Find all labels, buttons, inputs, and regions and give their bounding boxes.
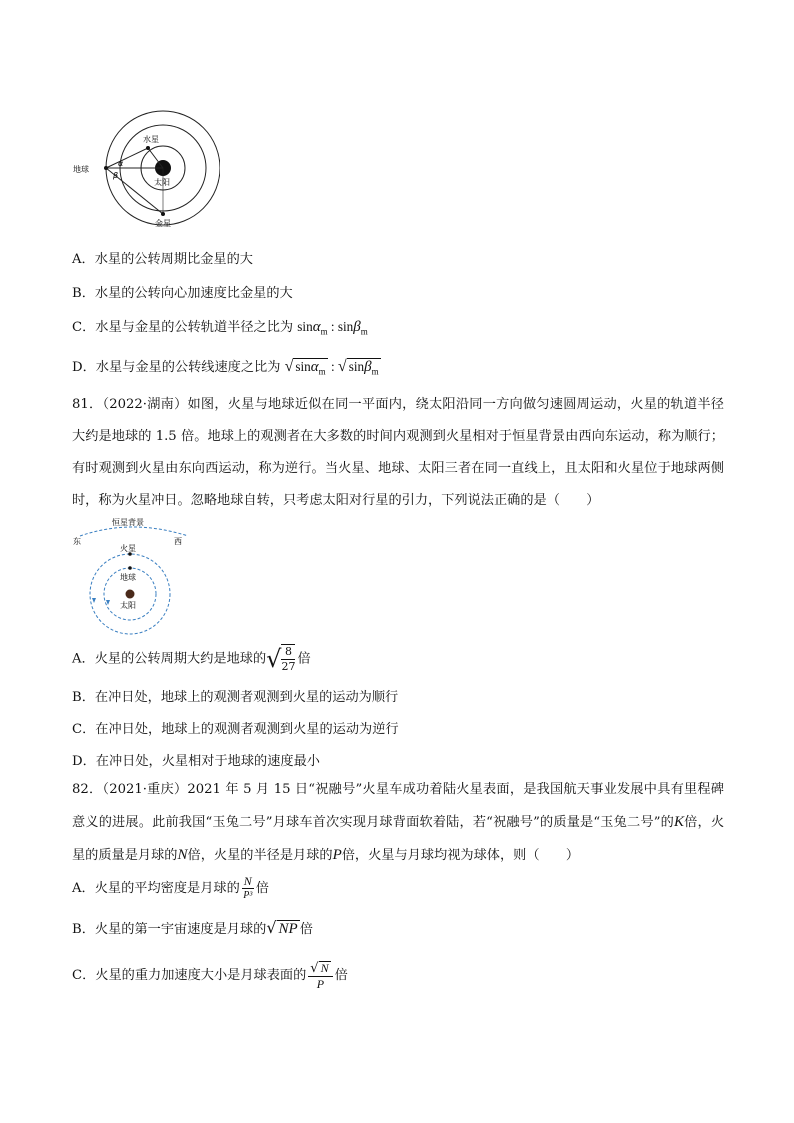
orbit-figure-mars [70, 514, 200, 636]
label-sun: 太阳 [120, 601, 136, 610]
var-p: P [332, 847, 342, 863]
q80-option-d [72, 356, 381, 380]
q80-c-formula [297, 319, 368, 337]
fraction-denominator: 27 [281, 660, 296, 673]
label-venus: 金星 [155, 219, 171, 228]
label-star-background: 恒星背景 [112, 518, 144, 527]
subscript-m: m [320, 326, 328, 337]
q82-question-text [72, 774, 724, 872]
q81-option-a-prefix: A．火星的公转周期大约是地球的 [72, 651, 267, 667]
suffix-times: 倍 [299, 922, 313, 937]
subscript-m: m [318, 366, 326, 377]
q80-option-c [72, 316, 368, 337]
orbit-figure-mercury-venus [70, 110, 220, 235]
alpha-symbol: α [310, 359, 319, 375]
q81-option-b: B．在冲日处，地球上的观测者观测到火星的运动为顺行 [72, 690, 399, 705]
sin-text: sin [337, 319, 354, 334]
q82-text-part2: 倍，火星的质量是月球的 [72, 815, 725, 863]
fraction-numerator: N [243, 874, 252, 888]
q80-d-formula: √ sinα$_m$ : √ sinβ$_m$ [285, 359, 381, 374]
suffix-times: 倍 [334, 968, 348, 983]
fraction-denominator: P [316, 976, 325, 991]
fraction-denominator: P³ [243, 890, 253, 901]
suffix-times: 倍 [255, 881, 269, 896]
colon: : [327, 359, 338, 374]
sin-text: sin [295, 359, 311, 374]
var-n: N [177, 847, 188, 863]
fraction-8-27 [281, 644, 295, 674]
q82-option-b: B．火星的第一宇宙速度是月球的√ NP 倍 [72, 918, 313, 937]
alpha-symbol: α [312, 319, 321, 335]
label-mercury: 水星 [143, 135, 159, 144]
q81-question-text: 81．（2022·湖南）如图，火星与地球近似在同一平面内，绕太阳沿同一方向做匀速圆周运动，火星的轨道半径大约是地球的 1.5 倍。地球上的观测者在大多数的时间内观测到火星相对于恒星背景由西向东运动，称为顺行；有时观测到火星由东向西运动，称为逆行。当火星、地球、太阳三者在同一直线上，且太阳和火星位于地球两侧时，称为火星冲日。忽略地球自转，只考虑太阳对行星的引力，下列说法正确的是（ ） [72, 397, 724, 508]
q82-text-part4: 倍，火星与月球均视为球体，则（ ） [341, 848, 580, 863]
q81-option-a: A．火星的公转周期大约是地球的√ $\frac{8}{27}$ 倍 [72, 645, 311, 673]
label-west: 西 [174, 537, 182, 546]
label-earth: 地球 [73, 165, 89, 174]
q80-option-b: B．水星的公转向心加速度比金星的大 [72, 286, 293, 301]
q80-option-c-prefix: C．水星与金星的公转轨道半径之比为 [72, 320, 294, 335]
var-k: K [673, 814, 684, 830]
label-mars: 火星 [120, 544, 136, 553]
sin-text: sin [297, 319, 313, 334]
q82-text-part1: 82．（2021·重庆）2021 年 5 月 15 日“祝融号”火星车成功着陆火星表面，是我国航天事业发展中具有里程碑意义的进展。此前我国“玉兔二号”月球车首次实现月球背面软着陆，若“祝融号”的质量是“玉兔二号”的 [72, 782, 724, 830]
subscript-m: m [371, 366, 379, 377]
q82-option-b-prefix: B．火星的第一宇宙速度是月球的 [72, 922, 267, 937]
label-sun: 太阳 [154, 178, 170, 187]
label-alpha: α [118, 159, 124, 168]
sin-text: sin [348, 359, 365, 374]
fraction-numerator: N [320, 960, 329, 975]
q80-option-a: A．水星的公转周期比金星的大 [72, 252, 253, 267]
sqrt-np: NP [278, 921, 298, 937]
label-east: 东 [73, 537, 81, 546]
fraction-sqrt-n-over-p: $\frac{√ N}{P}$ [308, 961, 332, 991]
suffix-times: 倍 [297, 651, 311, 667]
subscript-m: m [360, 326, 368, 337]
q81-option-c: C．在冲日处，地球上的观测者观测到火星的运动为逆行 [72, 722, 399, 737]
q81-option-d: D．在冲日处，火星相对于地球的速度最小 [72, 754, 320, 769]
label-beta: β [113, 171, 119, 180]
label-earth: 地球 [120, 573, 136, 582]
beta-symbol: β [353, 319, 361, 335]
q80-option-d-prefix: D．水星与金星的公转线速度之比为 [72, 360, 281, 375]
q82-text-part3: 倍，火星的半径是月球的 [187, 848, 333, 863]
fraction-numerator: 8 [281, 645, 295, 660]
beta-symbol: β [364, 359, 372, 375]
q82-option-a [72, 874, 269, 903]
q82-option-a-prefix: A．火星的平均密度是月球的 [72, 881, 240, 896]
colon: : [327, 319, 338, 334]
fraction-n-over-p3 [242, 874, 254, 903]
q82-option-c [72, 958, 348, 994]
q82-option-c-prefix: C．火星的重力加速度大小是月球表面的 [72, 968, 307, 983]
